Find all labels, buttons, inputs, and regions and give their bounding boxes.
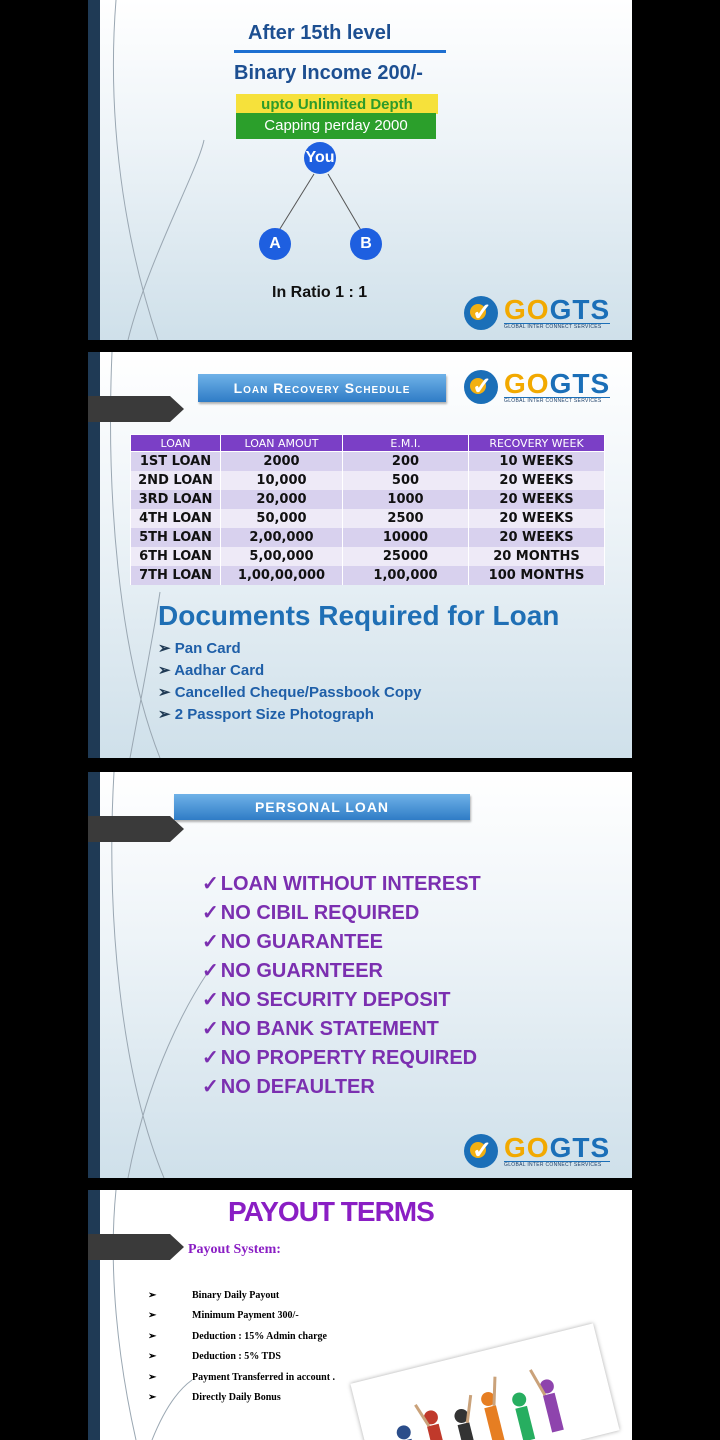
table-header-cell: RECOVERY WEEK — [469, 435, 605, 452]
table-cell: 500 — [343, 471, 469, 490]
table-cell: 1ST LOAN — [131, 452, 221, 472]
list-item: ✓ NO GUARNTEER — [202, 960, 383, 982]
list-item: ➢ Minimum Payment 300/- — [148, 1306, 335, 1326]
slide-tab-arrow — [88, 816, 170, 842]
table-cell: 20,000 — [221, 490, 343, 509]
slide-payout-terms — [88, 1190, 632, 1440]
payout-terms-list — [148, 1286, 335, 1408]
table-cell: 20 WEEKS — [469, 490, 605, 509]
documents-list — [158, 638, 421, 726]
gogts-logo: ✓ GOGTS GLOBAL INTER CONNECT SERVICES — [464, 1134, 610, 1168]
slide-binary-income — [88, 0, 632, 340]
list-item: ✓ LOAN WITHOUT INTEREST — [202, 873, 481, 895]
list-item: ➢ Payment Transferred in account . — [148, 1368, 335, 1388]
loan-recovery-table — [130, 434, 605, 585]
table-cell: 50,000 — [221, 509, 343, 528]
table-cell: 1000 — [343, 490, 469, 509]
table-cell: 10,000 — [221, 471, 343, 490]
table-cell: 10000 — [343, 528, 469, 547]
depth-badge: upto Unlimited Depth — [236, 94, 438, 114]
table-cell: 7TH LOAN — [131, 566, 221, 585]
slide-personal-loan — [88, 772, 632, 1178]
level-title: After 15th level — [248, 22, 392, 44]
table-cell: 20 WEEKS — [469, 509, 605, 528]
table-cell: 2,00,000 — [221, 528, 343, 547]
list-item: ➢ Directly Daily Bonus — [148, 1388, 335, 1408]
list-item: ➢ Deduction : 15% Admin charge — [148, 1327, 335, 1347]
table-cell: 5TH LOAN — [131, 528, 221, 547]
slide-loan-recovery — [88, 352, 632, 758]
check-icon: ✓ — [202, 931, 219, 953]
table-cell: 4TH LOAN — [131, 509, 221, 528]
table-cell: 20 MONTHS — [469, 547, 605, 566]
check-icon: ✓ — [202, 873, 219, 895]
table-row — [131, 471, 605, 490]
gogts-logo-icon — [464, 1134, 498, 1168]
list-item: ✓ NO CIBIL REQUIRED — [202, 902, 420, 924]
table-row — [131, 490, 605, 509]
capping-badge: Capping perday 2000 — [236, 113, 436, 139]
slide-tab-arrow — [88, 396, 170, 422]
list-item: ➢ Binary Daily Payout — [148, 1286, 335, 1306]
arrow-bullet-icon: ➢ — [148, 1351, 157, 1363]
celebrating-people-photo — [350, 1323, 619, 1440]
table-cell: 25000 — [343, 547, 469, 566]
table-cell: 200 — [343, 452, 469, 472]
list-item: ➢ Pan Card — [158, 638, 421, 660]
table-cell: 1,00,000 — [343, 566, 469, 585]
gogts-logo: ✓ GOGTS GLOBAL INTER CONNECT SERVICES — [464, 370, 610, 404]
check-icon: ✓ — [202, 960, 219, 982]
arrow-bullet-icon: ➢ — [148, 1371, 157, 1383]
table-cell: 2ND LOAN — [131, 471, 221, 490]
table-cell: 2500 — [343, 509, 469, 528]
check-icon: ✓ — [202, 902, 219, 924]
table-cell: 20 WEEKS — [469, 471, 605, 490]
payout-terms-title: PAYOUT TERMS — [228, 1196, 434, 1227]
table-header-cell: LOAN AMOUT — [221, 435, 343, 452]
table-cell: 20 WEEKS — [469, 528, 605, 547]
table-row — [131, 528, 605, 547]
list-item: ➢ Aadhar Card — [158, 660, 421, 682]
list-item: ➢ Deduction : 5% TDS — [148, 1347, 335, 1367]
table-cell: 6TH LOAN — [131, 547, 221, 566]
slide-tab-arrow — [88, 1234, 170, 1260]
list-item: ✓ NO SECURITY DEPOSIT — [202, 989, 451, 1011]
gogts-logo-icon — [464, 296, 498, 330]
gogts-logo-icon — [464, 370, 498, 404]
table-header-row — [131, 435, 605, 452]
check-icon: ✓ — [202, 1018, 219, 1040]
payout-system-subtitle: Payout System: — [188, 1242, 281, 1257]
list-item: ✓ NO PROPERTY REQUIRED — [202, 1047, 478, 1069]
gogts-logo: ✓ GOGTS GLOBAL INTER CONNECT SERVICES — [464, 296, 610, 330]
personal-loan-features — [202, 870, 481, 1102]
arrow-bullet-icon: ➢ — [148, 1290, 157, 1301]
table-row — [131, 566, 605, 585]
table-row — [131, 509, 605, 528]
loan-recovery-title: Loan Recovery Schedule — [198, 374, 446, 402]
table-cell: 3RD LOAN — [131, 490, 221, 509]
list-item: ➢ Cancelled Cheque/Passbook Copy — [158, 682, 421, 704]
table-cell: 2000 — [221, 452, 343, 472]
list-item: ✓ NO DEFAULTER — [202, 1076, 375, 1098]
list-item: ➢ 2 Passport Size Photograph — [158, 704, 421, 726]
table-header-cell: LOAN — [131, 435, 221, 452]
arrow-bullet-icon: ➢ — [148, 1310, 157, 1322]
node-you: You — [304, 142, 336, 174]
check-icon: ✓ — [202, 1076, 219, 1098]
personal-loan-title: PERSONAL LOAN — [174, 794, 470, 820]
table-cell: 10 WEEKS — [469, 452, 605, 472]
documents-title: Documents Required for Loan — [158, 600, 560, 631]
check-icon: ✓ — [202, 1047, 219, 1069]
table-header-cell: E.M.I. — [343, 435, 469, 452]
ratio-text: In Ratio 1 : 1 — [272, 284, 368, 301]
table-row — [131, 452, 605, 472]
node-b: B — [350, 228, 382, 260]
table-cell: 5,00,000 — [221, 547, 343, 566]
list-item: ✓ NO GUARANTEE — [202, 931, 383, 953]
table-cell: 1,00,00,000 — [221, 566, 343, 585]
node-a: A — [259, 228, 291, 260]
table-row — [131, 547, 605, 566]
arrow-bullet-icon: ➢ — [148, 1330, 157, 1342]
check-icon: ✓ — [202, 989, 219, 1011]
binary-income-text: Binary Income 200/- — [234, 62, 423, 84]
table-cell: 100 MONTHS — [469, 566, 605, 585]
arrow-bullet-icon: ➢ — [148, 1391, 157, 1403]
list-item: ✓ NO BANK STATEMENT — [202, 1018, 439, 1040]
